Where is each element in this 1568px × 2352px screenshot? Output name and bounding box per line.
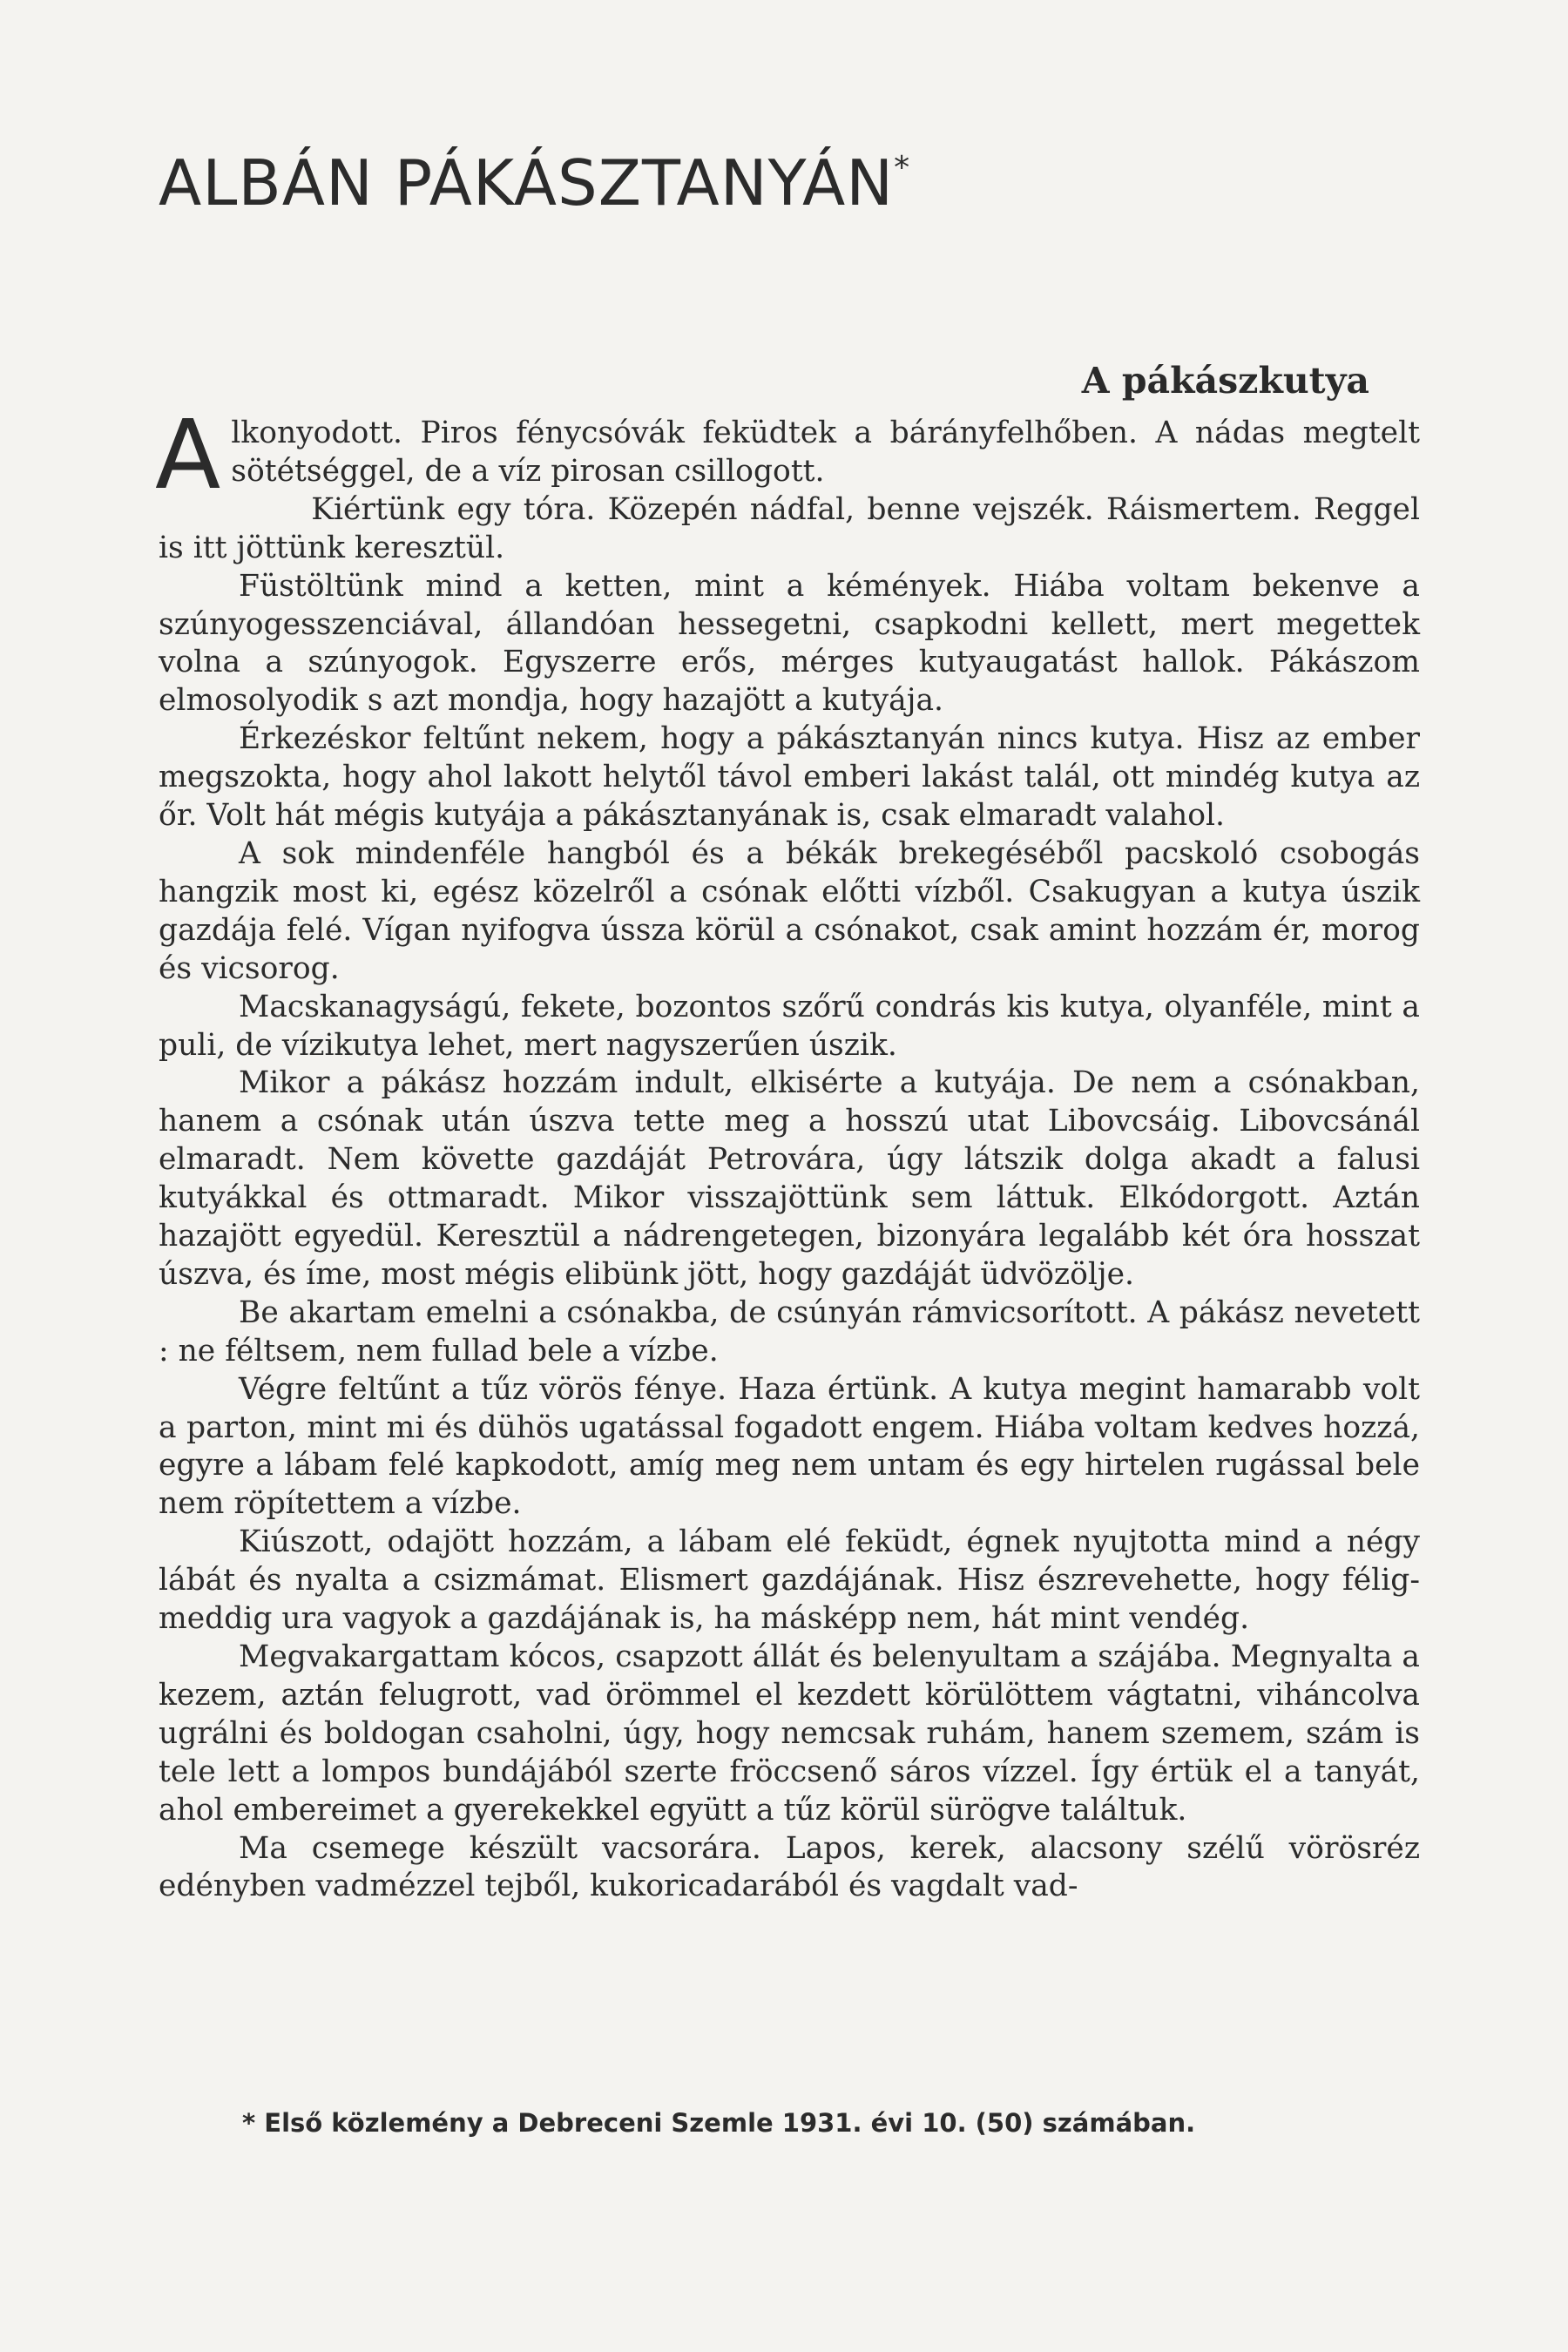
paragraph-9: Végre feltűnt a tűz vörös fénye. Haza értünk. A kutya megint hamarabb volt a parton, mint mi és dühös ugatással fogadott engem. Hiába voltam kedves hozzá, egyre a lábam felé kapkodott, amíg meg nem untam és egy hirtelen rugással bele nem röpítettem a vízbe.	[159, 1371, 1420, 1522]
paragraph-10: Kiúszott, odajött hozzám, a lábam elé feküdt, égnek nyujtotta mind a négy lábát és nyalta a csizmámat. Elismert gazdájának. Hisz észrevehette, hogy félig-meddig ura vagyok a gazdájának is, ha másképp nem, hát mint vendég.	[159, 1524, 1420, 1637]
paragraph-6: Macskanagyságú, fekete, bozontos szőrű condrás kis kutya, olyanféle, mint a puli, de vízikutya lehet, mert nagyszerűen úszik.	[159, 989, 1420, 1063]
paragraph-3: Füstöltünk mind a ketten, mint a kémények. Hiába voltam bekenve a szúnyogesszenciával, állandóan hessegetni, csapkodni kellett, mert megettek volna a szúnyogok. Egyszerre erős, mérges kutyaugatást hallok. Pákászom elmosolyodik s azt mondja, hogy hazajött a kutyája.	[159, 568, 1420, 719]
paragraph-1-text: lkonyodott. Piros fénycsóvák feküdtek a bárányfelhőben. A nádas megtelt sötétséggel, de a víz pirosan csillogott.	[231, 416, 1420, 489]
paragraph-4: Érkezéskor feltűnt nekem, hogy a pákásztanyán nincs kutya. Hisz az ember megszokta, hogy ahol lakott helytől távol emberi lakást talál, ott mindég kutya az őr. Volt hát mégis kutyája a pákásztanyának is, csak elmaradt valahol.	[159, 721, 1420, 834]
paragraph-5: A sok mindenféle hangból és a békák brekegéséből pacskoló csobogás hangzik most ki, egész közelről a csónak előtti vízből. Csakugyan a kutya úszik gazdája felé. Vígan nyifogva ússza körül a csónakot, csak amint hozzám ér, morog és vicsorog.	[159, 835, 1420, 986]
paragraph-12: Ma csemege készült vacsorára. Lapos, kerek, alacsony szélű vörösréz edényben vadmézzel tejből, kukoricadarából és vagdalt vad-	[159, 1830, 1420, 1904]
paragraph-7: Mikor a pákász hozzám indult, elkisérte a kutyája. De nem a csónakban, hanem a csónak után úszva tette meg a hosszú utat Libovcsáig. Libovcsánál elmaradt. Nem követte gazdáját Petrovára, úgy látszik dolga akadt a falusi kutyákkal és ottmaradt. Mikor visszajöttünk sem láttuk. Elkódorgott. Aztán hazajött egyedül. Keresztül a nádrengetegen, bizonyára legalább két óra hosszat úszva, és íme, most mégis elibünk jött, hogy gazdáját üdvözölje.	[159, 1065, 1420, 1292]
footnote-marker: *	[894, 150, 911, 186]
footnote: * Első közlemény a Debreceni Szemle 1931. évi 10. (50) számában.	[242, 2108, 1196, 2138]
paragraph-8: Be akartam emelni a csónakba, de csúnyán rámvicsorított. A pákász nevetett : ne féltsem, nem fullad bele a vízbe.	[159, 1294, 1420, 1369]
paragraph-1	[155, 399, 1420, 510]
drop-cap: A	[155, 399, 221, 510]
section-heading: A pákászkutya	[1081, 360, 1369, 402]
article-title	[159, 146, 910, 220]
paragraph-2: Kiértünk egy tóra. Közepén nádfal, benne vejszék. Ráismertem. Reggel is itt jöttünk keresztül.	[159, 491, 1420, 565]
paragraph-11: Megvakargattam kócos, csapzott állát és belenyultam a szájába. Megnyalta a kezem, aztán felugrott, vad örömmel el kezdett körülöttem vágtatni, viháncolva ugrálni és boldogan csaholni, úgy, hogy nemcsak ruhám, hanem szemem, szám is tele lett a lompos bundájából szerte fröccsenő sáros vízzel. Így értük el a tanyát, ahol embereimet a gyerekekkel együtt a tűz körül sürögve találtuk.	[159, 1639, 1420, 1828]
article-body	[155, 399, 1420, 1906]
article-title-text: ALBÁN PÁKÁSZTANYÁN	[159, 146, 895, 220]
